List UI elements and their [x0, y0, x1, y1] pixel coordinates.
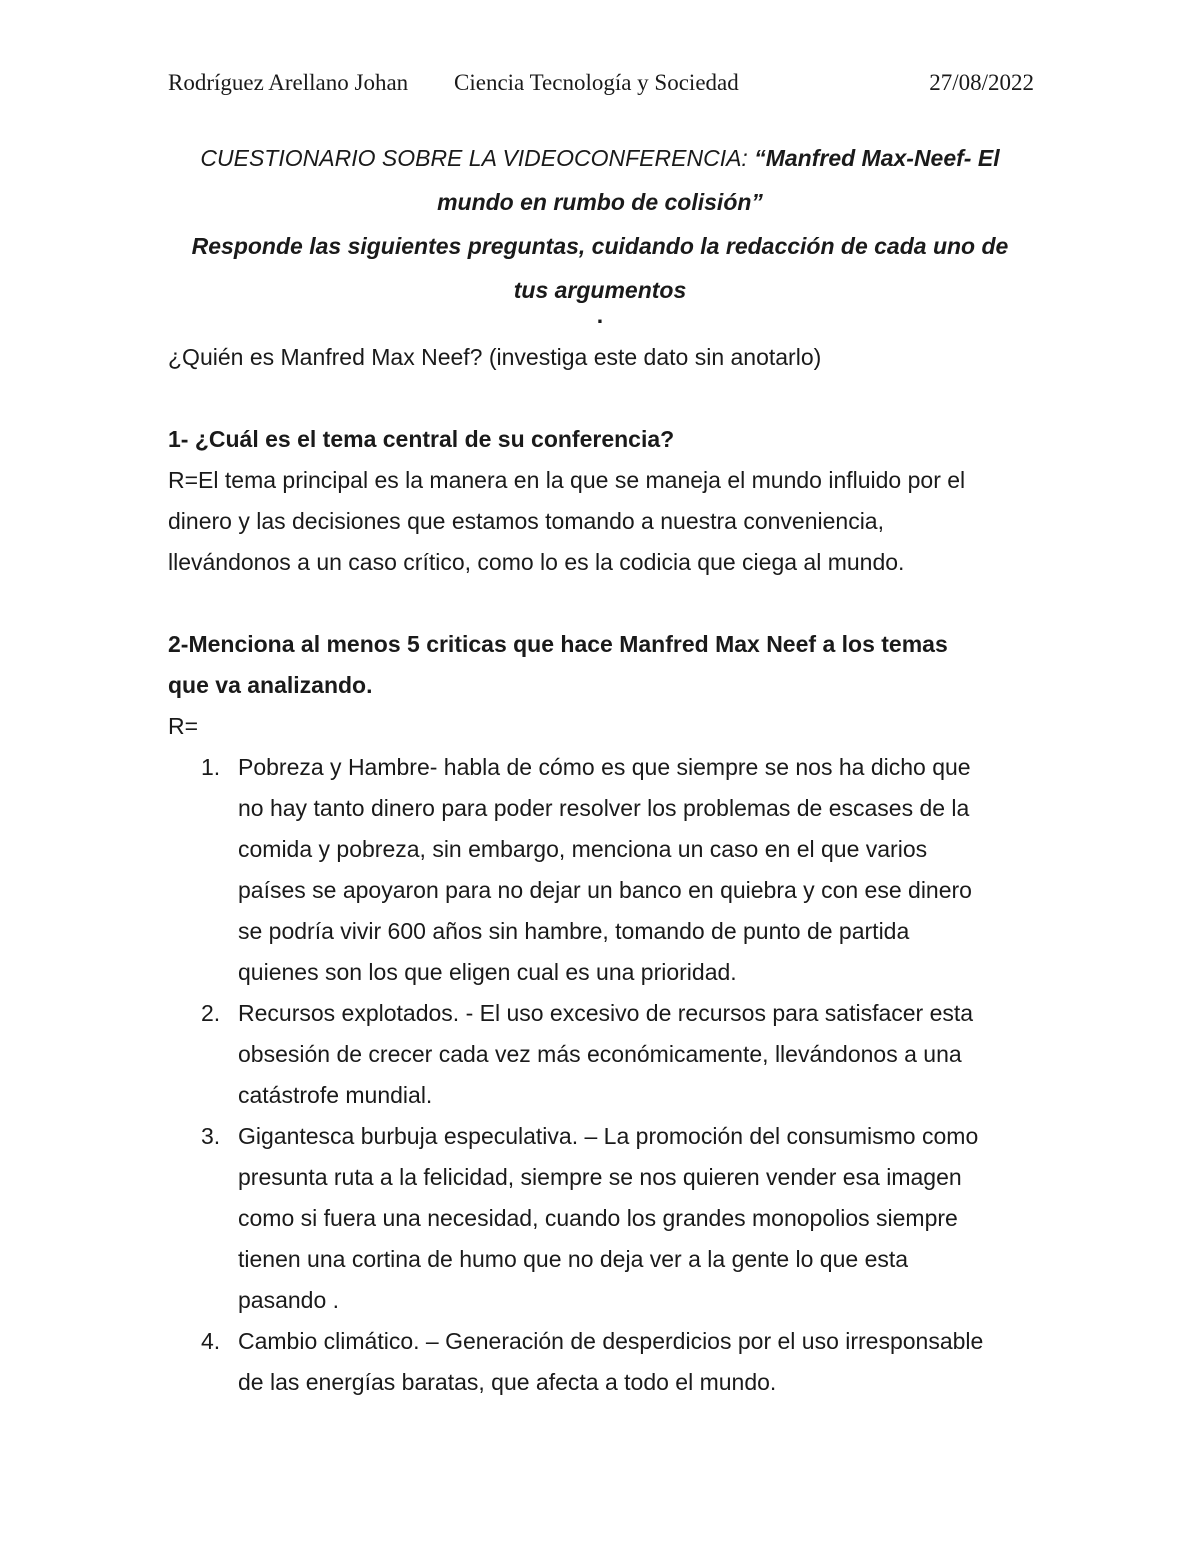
- page-header: [168, 70, 1034, 102]
- title-line-2: mundo en rumbo de colisión”: [437, 189, 763, 215]
- instructions-line-1: Responde las siguientes preguntas, cuidando la redacción de cada uno de: [191, 233, 1009, 259]
- list-item-line: Gigantesca burbuja especulativa. – La promoción del consumismo como: [238, 1123, 979, 1149]
- list-item-line: Recursos explotados. - El uso excesivo de recursos para satisfacer esta: [238, 1000, 974, 1026]
- list-item: [168, 993, 1048, 1116]
- intro-question: ¿Quién es Manfred Max Neef? (investiga este dato sin anotarlo): [168, 344, 822, 370]
- list-item-number: 4.: [201, 1328, 221, 1354]
- list-item-line: de las energías baratas, que afecta a todo el mundo.: [238, 1369, 777, 1395]
- question-2-line-1: 2-Menciona al menos 5 criticas que hace Manfred Max Neef a los temas: [168, 631, 948, 657]
- list-item-line: catástrofe mundial.: [238, 1082, 433, 1108]
- list-item-line: pasando .: [238, 1287, 340, 1313]
- document-body: [168, 337, 1048, 1403]
- question-2-line-2: que va analizando.: [168, 672, 373, 698]
- list-item-line: quienes son los que eligen cual es una prioridad.: [238, 959, 737, 985]
- answer-1-line-2: dinero y las decisiones que estamos tomando a nuestra conveniencia,: [168, 508, 884, 534]
- spacer: [168, 378, 1048, 419]
- list-item: [168, 1116, 1048, 1321]
- list-item-line: obsesión de crecer cada vez más económicamente, llevándonos a una: [238, 1041, 962, 1067]
- list-item-number: 1.: [201, 754, 221, 780]
- list-item-line: Cambio climático. – Generación de desperdicios por el uso irresponsable: [238, 1328, 984, 1354]
- spacer: [168, 583, 1048, 624]
- list-item-line: Pobreza y Hambre- habla de cómo es que siempre se nos ha dicho que: [238, 754, 971, 780]
- header-date: 27/08/2022: [929, 70, 1034, 95]
- answer-2-prefix: R=: [168, 713, 199, 739]
- list-item-number: 3.: [201, 1123, 221, 1149]
- list-item-line: países se apoyaron para no dejar un banco en quiebra y con ese dinero: [238, 877, 972, 903]
- list-item-line: presunta ruta a la felicidad, siempre se nos quieren vender esa imagen: [238, 1164, 962, 1190]
- answer-1-line-3: llevándonos a un caso crítico, como lo es la codicia que ciega al mundo.: [168, 549, 905, 575]
- title-dot: .: [596, 302, 604, 328]
- header-course: Ciencia Tecnología y Sociedad: [454, 70, 739, 95]
- question-1: 1- ¿Cuál es el tema central de su conferencia?: [168, 426, 675, 452]
- list-item: [168, 747, 1048, 993]
- list-item-number: 2.: [201, 1000, 221, 1026]
- answer-1-line-1: R=El tema principal es la manera en la que se maneja el mundo influido por el: [168, 467, 966, 493]
- list-item: [168, 1321, 1048, 1403]
- title-line-1: [150, 136, 1050, 180]
- criticas-list: [168, 747, 1048, 1403]
- list-item-line: tienen una cortina de humo que no deja ver a la gente lo que esta: [238, 1246, 909, 1272]
- list-item-line: como si fuera una necesidad, cuando los grandes monopolios siempre: [238, 1205, 958, 1231]
- list-item-line: no hay tanto dinero para poder resolver los problemas de escases de la: [238, 795, 970, 821]
- list-item-line: se podría vivir 600 años sin hambre, tomando de punto de partida: [238, 918, 910, 944]
- list-item-line: comida y pobreza, sin embargo, menciona un caso en el que varios: [238, 836, 928, 862]
- title-prefix: CUESTIONARIO SOBRE LA VIDEOCONFERENCIA:: [200, 145, 755, 171]
- header-author: Rodríguez Arellano Johan: [168, 70, 409, 95]
- title-bold-part: “Manfred Max-Neef- El: [754, 145, 1000, 171]
- document-title: [150, 136, 1050, 312]
- instructions-line-2: tus argumentos: [513, 277, 687, 303]
